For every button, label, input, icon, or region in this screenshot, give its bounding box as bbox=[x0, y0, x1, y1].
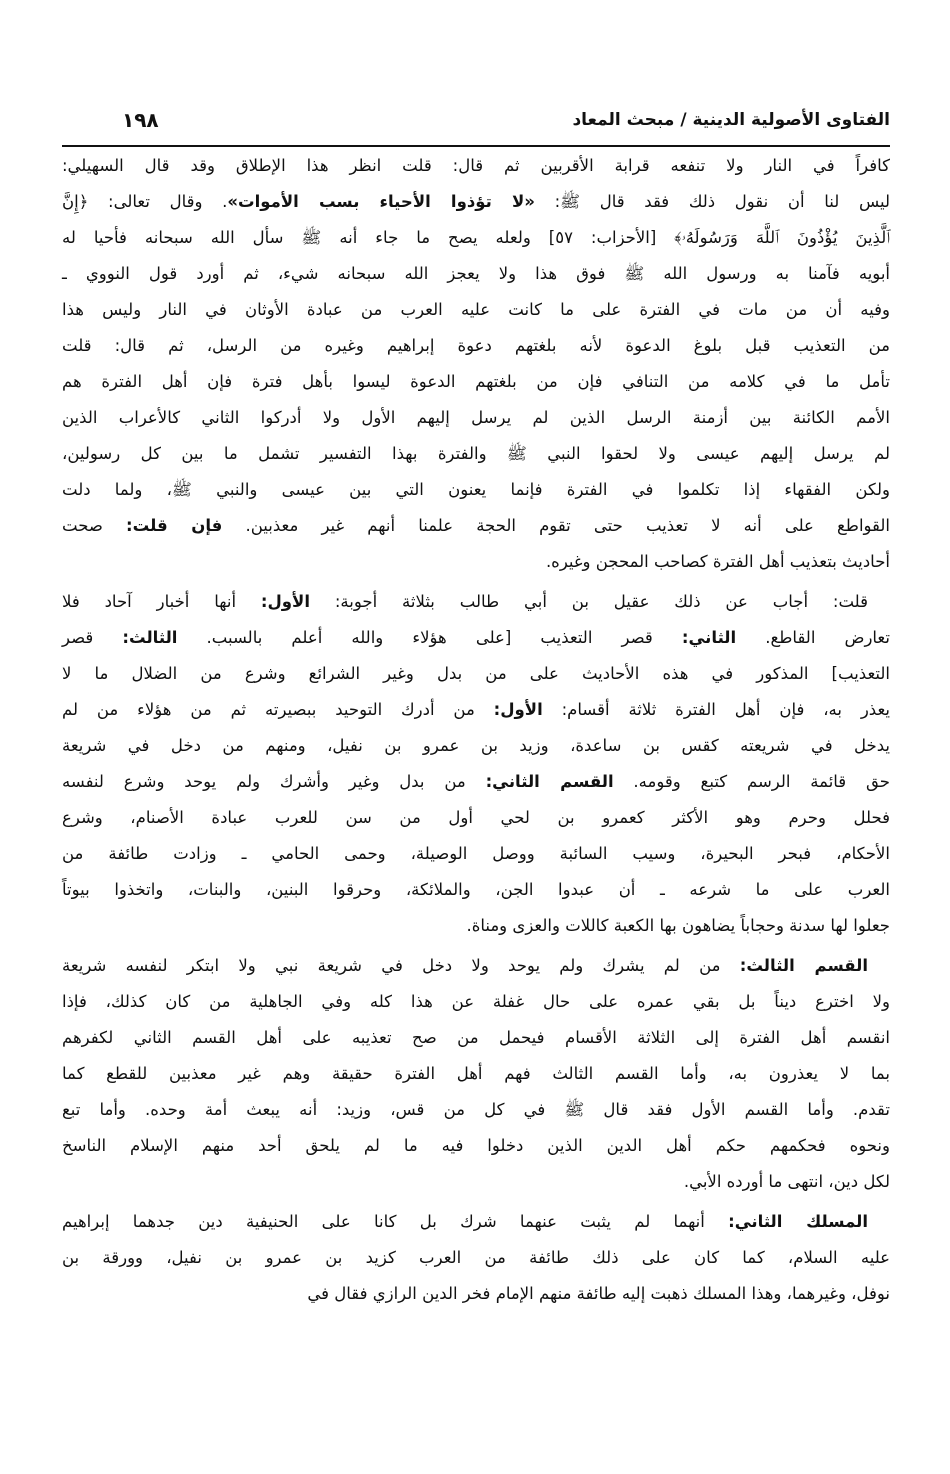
text: . وقال تعالى: ﴿إِنَّ bbox=[62, 192, 228, 211]
text-line bbox=[62, 1092, 890, 1128]
text-line bbox=[62, 764, 890, 800]
text: حق قائمة الرسم كتبع وقومه. bbox=[613, 772, 890, 791]
text-line bbox=[62, 692, 890, 728]
text: أنهما لم يثبت عنهما شرك بل كانا على الحنيفية دين جدهما إبراهيم bbox=[62, 1212, 729, 1231]
text: لم يرسل إليهم عيسى ولا لحقوا النبي ﷺ والفترة بهذا التفسير تشمل ما بين كل رسولين، bbox=[62, 444, 890, 463]
text-line bbox=[62, 656, 890, 692]
text-line bbox=[62, 544, 890, 580]
text: من لم يشرك ولم يوحد ولا دخل في شريعة نبي ولا ابتكر لنفسه شريعة bbox=[62, 956, 740, 975]
text-line bbox=[62, 1056, 890, 1092]
text-line bbox=[62, 292, 890, 328]
page-number: ١٩٨ bbox=[122, 108, 159, 132]
text: جعلوا لها سدنة وحجاباً يضاهون بها الكعبة كاللات والعزى ومناة. bbox=[466, 916, 890, 935]
text: قصر التعذيب [على هؤلاء والله أعلم بالسبب. bbox=[177, 628, 682, 647]
text: ولا اخترع ديناً بل بقي عمره على حال غفلة عن هذا كله وفي الجاهلية من كان كذلك، فإذا bbox=[62, 992, 890, 1011]
page-header bbox=[62, 108, 890, 138]
text: يدخل في شريعته كقس بن ساعدة، وزيد بن عمرو بن نفيل، ومنهم من دخل في شريعة bbox=[62, 736, 890, 755]
text: ليس لنا أن نقول ذلك فقد قال ﷺ: bbox=[534, 192, 890, 211]
bold-text: فإن قلت: bbox=[126, 516, 223, 535]
paragraph bbox=[62, 1204, 890, 1312]
text-line bbox=[62, 400, 890, 436]
text-line bbox=[62, 984, 890, 1020]
text: بما لا يعذرون به، وأما القسم الثالث فهم أهل الفترة حقيقة وهم غير معذبين للقطع كما bbox=[62, 1064, 890, 1083]
text: تأمل ما في كلامه من التنافي فإن من بلغتهم الدعوة ليسوا بأهل فترة فإن أهل الفترة هم bbox=[62, 372, 890, 391]
text-line bbox=[62, 508, 890, 544]
text: من التعذيب قبل بلوغ الدعوة لأنه بلغتهم دعوة إبراهيم وغيره من الرسل، ثم قال: قلت bbox=[62, 336, 890, 355]
text: من بدل وغير وأشرك ولم يوحد وشرع لنفسه bbox=[62, 772, 486, 791]
text: انقسم أهل الفترة إلى الثلاثة الأقسام فيحمل من صح تعذيبه على أهل القسم الثاني لكفرهم bbox=[62, 1028, 890, 1047]
text: نوفل، وغيرهما، وهذا المسلك ذهبت إليه طائفة منهم الإمام فخر الدين الرازي فقال في bbox=[307, 1284, 890, 1303]
text: تعارض القاطع. bbox=[736, 628, 890, 647]
text: ٱلَّذِينَ يُؤْذُونَ ٱللَّهَ وَرَسُولَهُۥ﴾ [الأحزاب: ٥٧] ولعله يصح ما جاء أنه ﷺ سأل الله سبحانه فأحيا له bbox=[62, 228, 891, 247]
text-line bbox=[62, 584, 890, 620]
paragraph bbox=[62, 148, 890, 580]
text: يعذر به، فإن أهل الفترة ثلاثة أقسام: bbox=[542, 700, 890, 719]
text: صحت bbox=[62, 516, 127, 535]
text: أنها أخبار آحاد فلا bbox=[62, 592, 261, 611]
text: أبويه فآمنا به ورسول الله ﷺ فوق هذا ولا يعجز الله سبحانه شيء، ثم أورد قول النووي ـ bbox=[62, 264, 890, 283]
text: تقدم. وأما القسم الأول فقد قال ﷺ في كل من قس، وزيد: أنه يبعث أمة وحده. وأما تبع bbox=[62, 1100, 890, 1119]
text-line bbox=[62, 728, 890, 764]
text-line bbox=[62, 948, 890, 984]
text-line bbox=[62, 148, 890, 184]
text: لكل دين، انتهى ما أورده الأبي. bbox=[683, 1172, 890, 1191]
text: ولكن الفقهاء إذا تكلموا في الفترة فإنما يعنون التي بين عيسى والنبي ﷺ، ولما دلت bbox=[62, 480, 890, 499]
text-line bbox=[62, 800, 890, 836]
bold-text: الأول: bbox=[260, 592, 311, 611]
text-line bbox=[62, 836, 890, 872]
text: أحاديث بتعذيب أهل الفترة كصاحب المحجن وغيره. bbox=[545, 552, 890, 571]
bold-text: «لا تؤذوا الأحياء بسب الأموات» bbox=[227, 192, 535, 211]
text-line bbox=[62, 620, 890, 656]
text-line bbox=[62, 436, 890, 472]
bold-text: الثالث: bbox=[122, 628, 178, 647]
text: التعذيب] المذكور في هذه الأحاديث على من بدل وغير الشرائع وشرع من الضلال ما لا bbox=[62, 664, 890, 683]
bold-text: الثاني: bbox=[681, 628, 737, 647]
text-line bbox=[62, 1164, 890, 1200]
bold-text: القسم الثاني: bbox=[485, 772, 614, 791]
paragraph bbox=[62, 948, 890, 1200]
text: الأحكام، فبحر البحيرة، وسيب السائبة ووصل الوصيلة، وحمى الحامي ـ وزادت طائفة من bbox=[62, 844, 890, 863]
text: كافراً في النار ولا تنفعه قرابة الأقربين ثم قال: قلت انظر هذا الإطلاق وقد قال السهيلي: bbox=[62, 156, 890, 175]
text: العرب على ما شرعه ـ أن عبدوا الجن، والملائكة، وحرقوا البنين، والبنات، واتخذوا بيوتاً bbox=[62, 880, 890, 899]
text-line bbox=[62, 1276, 890, 1312]
text-line bbox=[62, 256, 890, 292]
paragraph bbox=[62, 584, 890, 944]
text-line bbox=[62, 364, 890, 400]
bold-text: المسلك الثاني: bbox=[728, 1212, 868, 1231]
text-line bbox=[62, 220, 890, 256]
text: وفيه أن من مات في الفترة على ما كانت عليه العرب من عبادة الأوثان في النار وليس هذا bbox=[62, 300, 890, 319]
bold-text: القسم الثالث: bbox=[739, 956, 868, 975]
text: ونحوه فحكمهم حكم أهل الدين الذين دخلوا فيه ما لم يلحق أحد منهم الإسلام الناسخ bbox=[62, 1136, 890, 1155]
text-line bbox=[62, 1128, 890, 1164]
text-line bbox=[62, 1020, 890, 1056]
text-line bbox=[62, 328, 890, 364]
text-line bbox=[62, 1240, 890, 1276]
text: القواطع على أنه لا تعذيب حتى تقوم الحجة علمنا أنهم غير معذبين. bbox=[222, 516, 891, 535]
bold-text: الأول: bbox=[493, 700, 543, 719]
text: قصر bbox=[62, 628, 123, 647]
text-line bbox=[62, 184, 890, 220]
running-title: الفتاوى الأصولية الدينية / مبحث المعاد bbox=[572, 110, 890, 130]
text: فحلل وحرم وهو الأكثر كعمرو بن لحي أول من سن للعرب عبادة الأصنام، وشرع bbox=[62, 808, 890, 827]
text-line bbox=[62, 908, 890, 944]
text-line bbox=[62, 1204, 890, 1240]
text-line bbox=[62, 472, 890, 508]
text: قلت: أجاب عن ذلك عقيل بن أبي طالب بثلاثة أجوبة: bbox=[310, 592, 868, 611]
header-rule bbox=[62, 145, 890, 147]
text: الأمم الكائنة بين أزمنة الرسل الذين لم يرسل إليهم الأول ولا أدركوا الثاني كالأعراب الذين bbox=[62, 408, 890, 427]
text-line bbox=[62, 872, 890, 908]
body-text bbox=[62, 148, 890, 1316]
text: عليه السلام، كما كان على ذلك طائفة من العرب كزيد بن عمرو بن نفيل، وورقة بن bbox=[62, 1248, 890, 1267]
text: من أدرك التوحيد ببصيرته ثم من هؤلاء من لم bbox=[62, 700, 494, 719]
